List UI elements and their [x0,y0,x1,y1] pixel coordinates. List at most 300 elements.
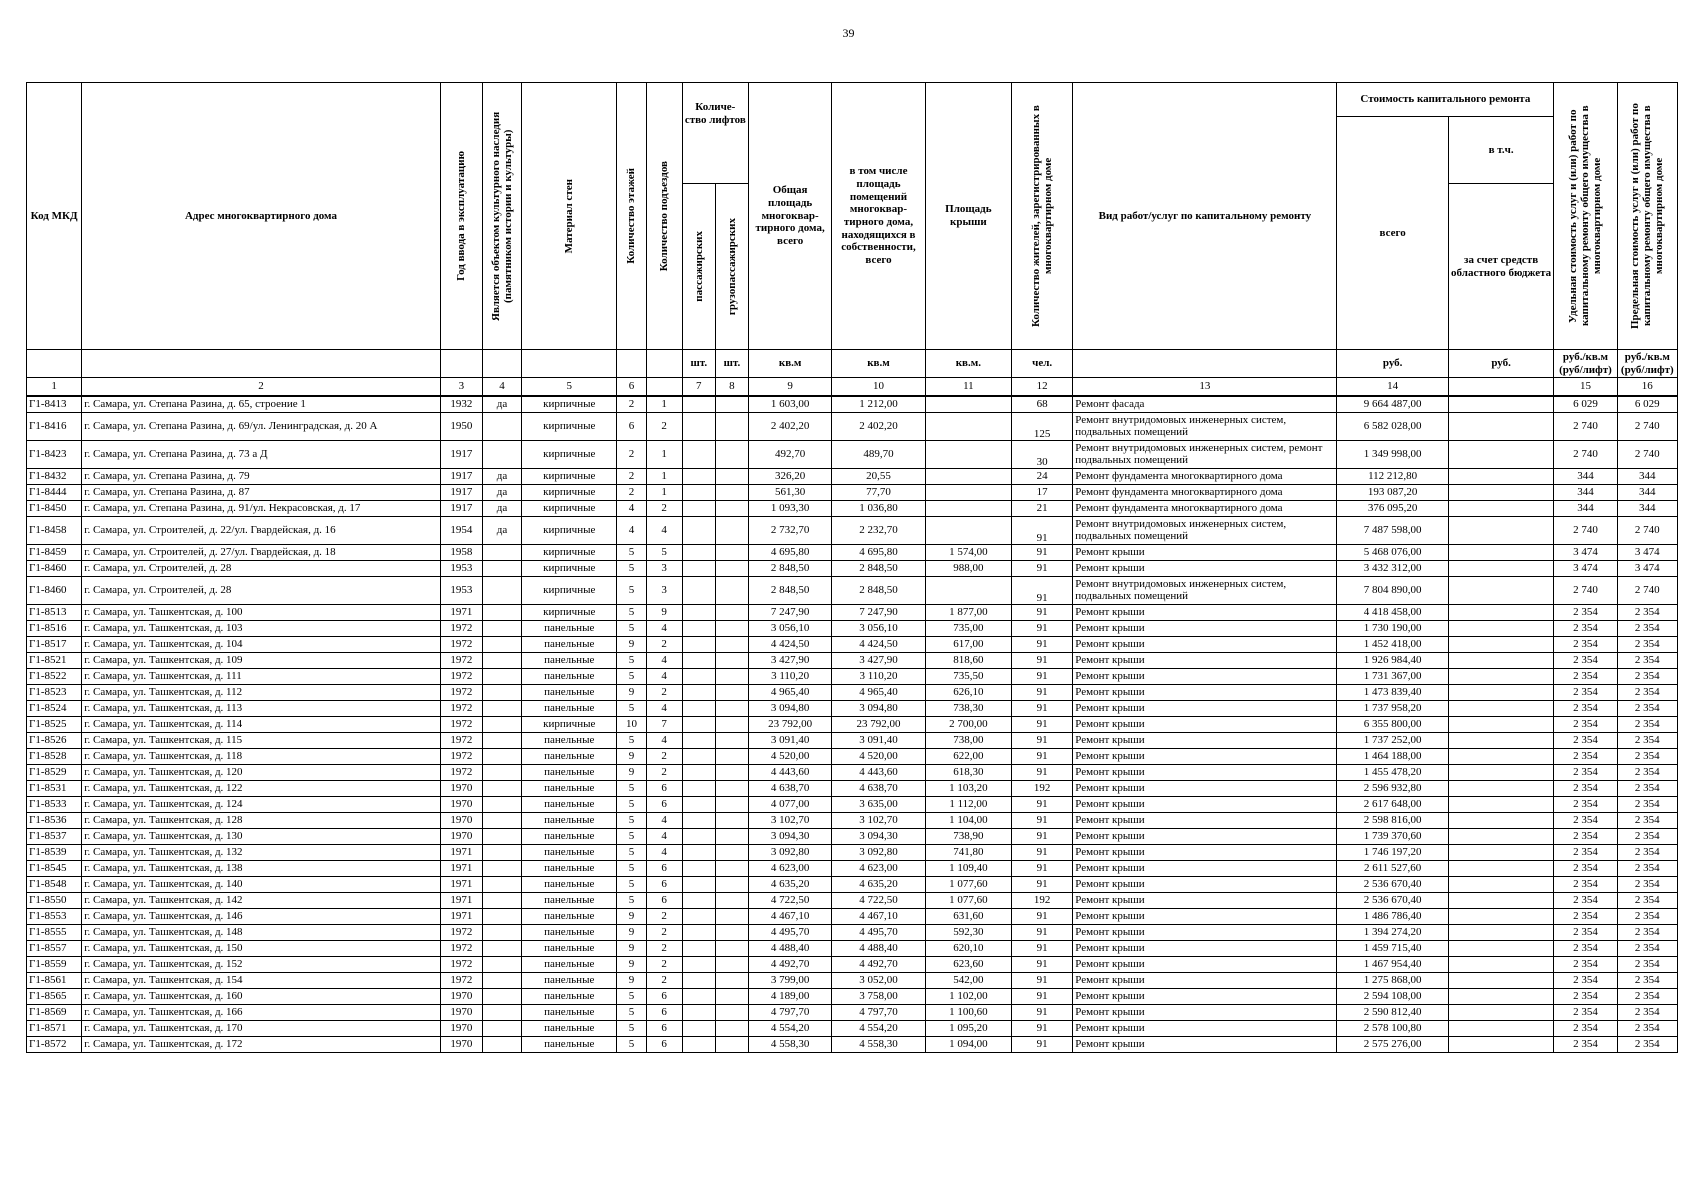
area-total-cell: 4 488,40 [748,941,831,957]
area-total-cell: 2 732,70 [748,517,831,545]
walls-cell: панельные [522,957,617,973]
address-cell: г. Самара, ул. Ташкентская, д. 170 [82,1021,441,1037]
heritage-cell [482,653,521,669]
lifts-cargo-cell [715,653,748,669]
address-cell: г. Самара, ул. Ташкентская, д. 130 [82,829,441,845]
walls-cell: панельные [522,797,617,813]
header-cost-group: Стоимость капитального ремонта [1337,83,1554,117]
work-type-cell: Ремонт крыши [1073,765,1337,781]
area-owned-cell: 4 965,40 [832,685,925,701]
address-cell: г. Самара, ул. Ташкентская, д. 146 [82,909,441,925]
heritage-cell [482,1005,521,1021]
area-owned-cell: 4 495,70 [832,925,925,941]
limit-cost-cell: 2 354 [1617,765,1677,781]
work-type-cell: Ремонт крыши [1073,733,1337,749]
lifts-pass-cell [682,813,715,829]
floors-cell: 5 [617,577,646,605]
area-owned-cell: 4 488,40 [832,941,925,957]
floors-cell: 2 [617,441,646,469]
lifts-cargo-cell [715,621,748,637]
year-cell: 1971 [440,605,482,621]
heritage-cell [482,733,521,749]
table-row [27,701,1678,717]
unit-cost-cell: 2 354 [1554,621,1617,637]
heritage-cell: да [482,396,521,413]
walls-cell: кирпичные [522,396,617,413]
work-type-cell: Ремонт крыши [1073,621,1337,637]
entrances-cell: 2 [646,925,682,941]
work-type-cell: Ремонт фундамента многоквартирного дома [1073,485,1337,501]
roof-area-cell: 1 104,00 [925,813,1011,829]
roof-area-cell: 735,00 [925,621,1011,637]
area-owned-cell: 4 623,00 [832,861,925,877]
code-cell: Г1-8524 [27,701,82,717]
heritage-cell [482,877,521,893]
area-total-cell: 3 094,80 [748,701,831,717]
work-type-cell: Ремонт крыши [1073,989,1337,1005]
code-cell: Г1-8550 [27,893,82,909]
address-cell: г. Самара, ул. Степана Разина, д. 91/ул. Некрасовская, д. 17 [82,501,441,517]
unit-cost-cell: 2 354 [1554,925,1617,941]
area-owned-cell: 2 848,50 [832,577,925,605]
area-owned-cell: 489,70 [832,441,925,469]
cost-total-cell: 1 394 274,20 [1337,925,1448,941]
cost-total-cell: 6 582 028,00 [1337,413,1448,441]
work-type-cell: Ремонт крыши [1073,561,1337,577]
cost-total-cell: 1 459 715,40 [1337,941,1448,957]
roof-area-cell: 735,50 [925,669,1011,685]
heritage-cell [482,765,521,781]
unit-cost-cell: 2 354 [1554,973,1617,989]
address-cell: г. Самара, ул. Степана Разина, д. 69/ул. Ленинградская, д. 20 А [82,413,441,441]
unit-cost-cell: 2 354 [1554,605,1617,621]
cost-total-cell: 2 536 670,40 [1337,877,1448,893]
residents-cell: 91 [1012,989,1073,1005]
lifts-cargo-cell [715,485,748,501]
address-cell: г. Самара, ул. Строителей, д. 28 [82,577,441,605]
roof-area-cell: 738,00 [925,733,1011,749]
heritage-cell: да [482,469,521,485]
area-owned-cell: 3 094,80 [832,701,925,717]
address-cell: г. Самара, ул. Ташкентская, д. 172 [82,1037,441,1053]
code-cell: Г1-8444 [27,485,82,501]
residents-cell: 17 [1012,485,1073,501]
address-cell: г. Самара, ул. Степана Разина, д. 73 а Д [82,441,441,469]
area-owned-cell: 2 402,20 [832,413,925,441]
code-cell: Г1-8529 [27,765,82,781]
cost-total-cell: 193 087,20 [1337,485,1448,501]
residents-cell: 91 [1012,717,1073,733]
floors-cell: 4 [617,501,646,517]
code-cell: Г1-8450 [27,501,82,517]
limit-cost-cell: 2 354 [1617,637,1677,653]
code-cell: Г1-8571 [27,1021,82,1037]
area-owned-cell: 4 797,70 [832,1005,925,1021]
lifts-pass-cell [682,1021,715,1037]
year-cell: 1917 [440,485,482,501]
lifts-cargo-cell [715,797,748,813]
limit-cost-cell: 2 354 [1617,925,1677,941]
limit-cost-cell: 2 354 [1617,781,1677,797]
table-row [27,1005,1678,1021]
floors-cell: 5 [617,1021,646,1037]
roof-area-cell [925,501,1011,517]
residents-cell: 68 [1012,396,1073,413]
floors-cell: 5 [617,989,646,1005]
limit-cost-cell: 344 [1617,485,1677,501]
table-row [27,717,1678,733]
heritage-cell [482,637,521,653]
unit-cost-cell: 2 740 [1554,441,1617,469]
walls-cell: панельные [522,765,617,781]
heritage-cell [482,861,521,877]
table-row [27,909,1678,925]
column-number: 1 [27,378,82,397]
address-cell: г. Самара, ул. Ташкентская, д. 152 [82,957,441,973]
residents-cell: 91 [1012,1037,1073,1053]
area-total-cell: 4 623,00 [748,861,831,877]
lifts-cargo-cell [715,765,748,781]
year-cell: 1972 [440,653,482,669]
roof-area-cell: 618,30 [925,765,1011,781]
heritage-cell [482,1037,521,1053]
walls-cell: кирпичные [522,441,617,469]
lifts-cargo-cell [715,781,748,797]
lifts-pass-cell [682,989,715,1005]
walls-cell: кирпичные [522,413,617,441]
year-cell: 1971 [440,877,482,893]
cost-total-cell: 112 212,80 [1337,469,1448,485]
cost-region-cell [1448,396,1553,413]
area-total-cell: 4 722,50 [748,893,831,909]
code-cell: Г1-8523 [27,685,82,701]
floors-cell: 5 [617,605,646,621]
year-cell: 1972 [440,925,482,941]
residents-cell: 91 [1012,733,1073,749]
lifts-cargo-cell [715,517,748,545]
limit-cost-cell: 2 354 [1617,893,1677,909]
cost-total-cell: 4 418 458,00 [1337,605,1448,621]
lifts-cargo-cell [715,545,748,561]
table-row [27,957,1678,973]
year-cell: 1953 [440,577,482,605]
unit-cost-cell: 2 354 [1554,909,1617,925]
residents-cell: 91 [1012,909,1073,925]
table-row [27,469,1678,485]
address-cell: г. Самара, ул. Строителей, д. 28 [82,561,441,577]
heritage-cell [482,685,521,701]
address-cell: г. Самара, ул. Ташкентская, д. 128 [82,813,441,829]
lifts-pass-cell [682,733,715,749]
floors-cell: 2 [617,485,646,501]
address-cell: г. Самара, ул. Ташкентская, д. 124 [82,797,441,813]
entrances-cell: 6 [646,989,682,1005]
lifts-cargo-cell [715,845,748,861]
residents-cell: 91 [1012,877,1073,893]
lifts-pass-cell [682,845,715,861]
residents-cell: 91 [1012,605,1073,621]
heritage-cell [482,989,521,1005]
entrances-cell: 4 [646,845,682,861]
limit-cost-cell: 2 740 [1617,413,1677,441]
column-number: 10 [832,378,925,397]
lifts-cargo-cell [715,1037,748,1053]
entrances-cell: 6 [646,1005,682,1021]
entrances-cell: 5 [646,545,682,561]
cost-region-cell [1448,813,1553,829]
limit-cost-cell: 344 [1617,501,1677,517]
year-cell: 1972 [440,749,482,765]
entrances-cell: 3 [646,561,682,577]
floors-cell: 5 [617,781,646,797]
column-number: 8 [715,378,748,397]
header-address: Адрес многоквартирного дома [82,83,441,350]
work-type-cell: Ремонт крыши [1073,941,1337,957]
entrances-cell: 2 [646,941,682,957]
cost-region-cell [1448,909,1553,925]
cost-region-cell [1448,717,1553,733]
residents-cell: 91 [1012,1005,1073,1021]
floors-cell: 5 [617,893,646,909]
unit-cost-cell: 344 [1554,501,1617,517]
lifts-cargo-cell [715,413,748,441]
walls-cell: панельные [522,909,617,925]
entrances-cell: 1 [646,441,682,469]
area-total-cell: 4 492,70 [748,957,831,973]
code-cell: Г1-8423 [27,441,82,469]
table-row [27,749,1678,765]
year-cell: 1972 [440,669,482,685]
area-owned-cell: 23 792,00 [832,717,925,733]
heritage-cell [482,701,521,717]
area-total-cell: 4 077,00 [748,797,831,813]
header-heritage: Является объектом культурного наследия (памятником истории и культуры) [489,111,514,321]
cost-region-cell [1448,545,1553,561]
area-total-cell: 4 520,00 [748,749,831,765]
limit-cost-cell: 2 354 [1617,669,1677,685]
entrances-cell: 3 [646,577,682,605]
work-type-cell: Ремонт крыши [1073,669,1337,685]
area-total-cell: 326,20 [748,469,831,485]
unit-cost-cell: 2 354 [1554,877,1617,893]
floors-cell: 9 [617,925,646,941]
limit-cost-cell: 2 354 [1617,733,1677,749]
unit-cost-cell: 2 354 [1554,669,1617,685]
residents-cell: 192 [1012,893,1073,909]
table-row [27,845,1678,861]
unit-cost-region: руб. [1448,350,1553,378]
entrances-cell: 2 [646,957,682,973]
table-row [27,893,1678,909]
column-number: 6 [617,378,646,397]
area-owned-cell: 3 427,90 [832,653,925,669]
column-number: 4 [482,378,521,397]
cost-region-cell [1448,669,1553,685]
limit-cost-cell: 2 740 [1617,577,1677,605]
entrances-cell: 6 [646,781,682,797]
address-cell: г. Самара, ул. Ташкентская, д. 115 [82,733,441,749]
year-cell: 1971 [440,909,482,925]
cost-region-cell [1448,485,1553,501]
cost-total-cell: 2 596 932,80 [1337,781,1448,797]
lifts-cargo-cell [715,989,748,1005]
year-cell: 1971 [440,893,482,909]
area-owned-cell: 2 848,50 [832,561,925,577]
heritage-cell [482,577,521,605]
lifts-cargo-cell [715,561,748,577]
area-owned-cell: 3 092,80 [832,845,925,861]
year-cell: 1970 [440,797,482,813]
entrances-cell: 6 [646,797,682,813]
area-owned-cell: 4 520,00 [832,749,925,765]
work-type-cell: Ремонт крыши [1073,845,1337,861]
area-owned-cell: 3 758,00 [832,989,925,1005]
area-total-cell: 4 638,70 [748,781,831,797]
limit-cost-cell: 2 354 [1617,621,1677,637]
area-owned-cell: 3 110,20 [832,669,925,685]
roof-area-cell [925,441,1011,469]
residents-cell: 91 [1012,925,1073,941]
limit-cost-cell: 3 474 [1617,545,1677,561]
table-row [27,441,1678,469]
cost-total-cell: 2 536 670,40 [1337,893,1448,909]
lifts-cargo-cell [715,685,748,701]
code-cell: Г1-8561 [27,973,82,989]
table-row [27,1037,1678,1053]
unit-cost-cell: 3 474 [1554,545,1617,561]
floors-cell: 5 [617,701,646,717]
cost-total-cell: 1 737 958,20 [1337,701,1448,717]
residents-cell: 91 [1012,669,1073,685]
lifts-cargo-cell [715,501,748,517]
cost-region-cell [1448,621,1553,637]
work-type-cell: Ремонт крыши [1073,1005,1337,1021]
floors-cell: 5 [617,797,646,813]
cost-total-cell: 1 473 839,40 [1337,685,1448,701]
walls-cell: кирпичные [522,545,617,561]
work-type-cell: Ремонт крыши [1073,1037,1337,1053]
work-type-cell: Ремонт крыши [1073,797,1337,813]
residents-cell: 91 [1012,1021,1073,1037]
lifts-cargo-cell [715,605,748,621]
address-cell: г. Самара, ул. Ташкентская, д. 160 [82,989,441,1005]
walls-cell: кирпичные [522,717,617,733]
year-cell: 1972 [440,717,482,733]
residents-cell: 91 [1012,813,1073,829]
limit-cost-cell: 6 029 [1617,396,1677,413]
floors-cell: 5 [617,733,646,749]
area-total-cell: 4 635,20 [748,877,831,893]
unit-cost-cell: 2 354 [1554,797,1617,813]
cost-total-cell: 1 467 954,40 [1337,957,1448,973]
heritage-cell [482,829,521,845]
residents-cell: 91 [1012,545,1073,561]
area-owned-cell: 4 424,50 [832,637,925,653]
heritage-cell [482,973,521,989]
unit-cost-cell: 344 [1554,469,1617,485]
lifts-pass-cell [682,517,715,545]
cost-region-cell [1448,577,1553,605]
roof-area-cell: 738,90 [925,829,1011,845]
roof-area-cell: 1 102,00 [925,989,1011,1005]
table-row [27,517,1678,545]
roof-area-cell: 1 574,00 [925,545,1011,561]
address-cell: г. Самара, ул. Ташкентская, д. 114 [82,717,441,733]
header-year: Год ввода в эксплуатацию [455,151,468,281]
floors-cell: 5 [617,545,646,561]
floors-cell: 5 [617,561,646,577]
entrances-cell: 4 [646,813,682,829]
area-total-cell: 7 247,90 [748,605,831,621]
work-type-cell: Ремонт крыши [1073,545,1337,561]
lifts-pass-cell [682,749,715,765]
table-body [27,396,1678,1053]
cost-total-cell: 1 486 786,40 [1337,909,1448,925]
column-number: 12 [1012,378,1073,397]
roof-area-cell: 741,80 [925,845,1011,861]
cost-region-cell [1448,413,1553,441]
heritage-cell: да [482,485,521,501]
lifts-cargo-cell [715,861,748,877]
work-type-cell: Ремонт крыши [1073,685,1337,701]
area-owned-cell: 3 102,70 [832,813,925,829]
year-cell: 1970 [440,829,482,845]
heritage-cell [482,545,521,561]
walls-cell: панельные [522,877,617,893]
heritage-cell [482,813,521,829]
unit-cost-cell: 2 354 [1554,749,1617,765]
area-total-cell: 2 848,50 [748,577,831,605]
column-number: 15 [1554,378,1617,397]
work-type-cell: Ремонт фундамента многоквартирного дома [1073,501,1337,517]
work-type-cell: Ремонт крыши [1073,829,1337,845]
unit-cost-cell: 2 354 [1554,733,1617,749]
lifts-cargo-cell [715,717,748,733]
walls-cell: панельные [522,893,617,909]
area-total-cell: 4 467,10 [748,909,831,925]
area-owned-cell: 7 247,90 [832,605,925,621]
table-row [27,973,1678,989]
entrances-cell: 6 [646,1021,682,1037]
cost-region-cell [1448,957,1553,973]
lifts-pass-cell [682,637,715,653]
lifts-pass-cell [682,765,715,781]
table-row [27,621,1678,637]
cost-total-cell: 1 455 478,20 [1337,765,1448,781]
code-cell: Г1-8460 [27,561,82,577]
area-owned-cell: 4 554,20 [832,1021,925,1037]
limit-cost-cell: 2 354 [1617,829,1677,845]
roof-area-cell: 738,30 [925,701,1011,717]
work-type-cell: Ремонт крыши [1073,861,1337,877]
heritage-cell [482,669,521,685]
heritage-cell [482,845,521,861]
walls-cell: панельные [522,813,617,829]
limit-cost-cell: 2 354 [1617,845,1677,861]
residents-cell: 91 [1012,797,1073,813]
lifts-cargo-cell [715,829,748,845]
lifts-cargo-cell [715,893,748,909]
work-type-cell: Ремонт крыши [1073,605,1337,621]
address-cell: г. Самара, ул. Ташкентская, д. 166 [82,1005,441,1021]
roof-area-cell: 1 077,60 [925,893,1011,909]
work-type-cell: Ремонт крыши [1073,1021,1337,1037]
roof-area-cell: 626,10 [925,685,1011,701]
unit-cost-cell: 2 354 [1554,637,1617,653]
code-cell: Г1-8516 [27,621,82,637]
lifts-pass-cell [682,485,715,501]
column-number [1448,378,1553,397]
